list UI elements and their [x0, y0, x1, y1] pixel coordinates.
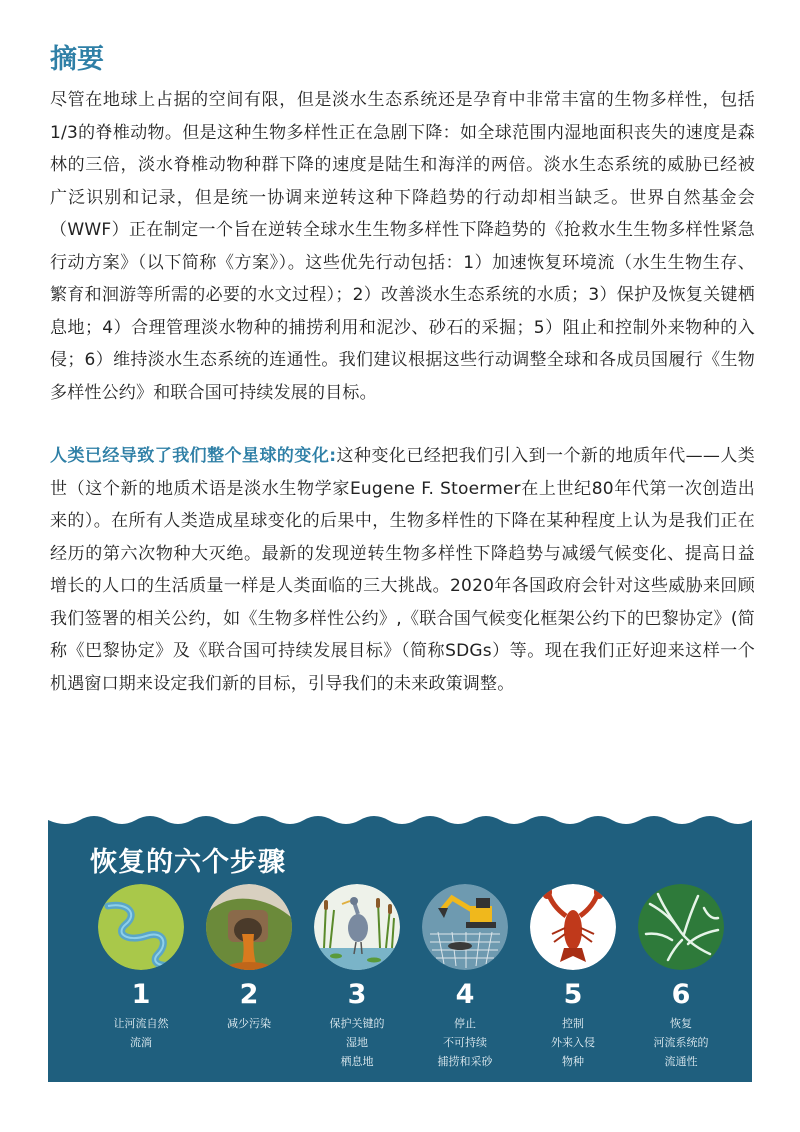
paragraph-lead: 人类已经导致了我们整个星球的变化: [50, 446, 337, 466]
step-caption: 保护关键的 湿地 栖息地 [329, 1017, 385, 1068]
abstract-paragraph: 尽管在地球上占据的空间有限，但是淡水生态系统还是孕育中非常丰富的生物多样性，包括1/3的脊椎动物。但是这种生物多样性正在急剧下降：如全球范围内湿地面积丧失的速度是森林的三倍，淡水脊椎动物种群下降的速度是陆生和海洋的两倍。淡水生态系统的威胁已经被广泛识别和记录，但是统一协调来逆转这种下降趋势的行动却相当缺乏。世界自然基金会（WWF）正在制定一个旨在逆转全球水生生物多样性下降趋势的《抢救水生生物多样性紧急行动方案》（以下简称《方案》）。这些优先行动包括：1）加速恢复环境流（水生生物生存、繁育和洄游等所需的必要的水文过程）；2）改善淡水生态系统的水质；3）保护及恢复关键栖息地；4）合理管理淡水物种的捕捞利用和泥沙、砂石的采掘；5）阻止和控制外来物种的入侵；6）维持淡水生态系统的连通性。我们建议根据这些行动调整全球和各成员国履行《生物多样性公约》和联合国可持续发展的目标。 [50, 90, 755, 403]
step-caption: 恢复 河流系统的 流通性 [653, 1017, 709, 1068]
step-5 [518, 884, 628, 1071]
section-title: 摘要 [50, 44, 104, 75]
step-number: 5 [563, 979, 583, 1010]
river-icon [98, 884, 184, 970]
step-number: 1 [131, 979, 151, 1010]
excavator-fishing-icon [422, 884, 508, 970]
step-1 [86, 884, 196, 1052]
crayfish-icon [530, 884, 616, 970]
step-caption: 让河流自然 流淌 [113, 1017, 169, 1049]
anthropocene-paragraph [50, 440, 755, 700]
paragraph-text: 这种变化已经把我们引入到一个新的地质年代——人类世（这个新的地质术语是淡水生物学家Eugene F. Stoermer在上世纪80年代第一次创造出来的）。在所有人类造成星球变化的后果中，生物多样性的下降在某种程度上认为是我们正在经历的第六次物种大灭绝。最新的发现逆转生物多样性下降趋势与减缓气候变化、提高日益增长的人口的生活质量一样是人类面临的三大挑战。2020年各国政府会针对这些威胁来回顾我们签署的相关公约，如《生物多样性公约》,《联合国气候变化框架公约下的巴黎协定》(简称《巴黎协定》及《联合国可持续发展目标》（简称SDGs）等。现在我们正好迎来这样一个机遇窗口期来设定我们新的目标，引导我们的未来政策调整。 [50, 446, 755, 694]
step-number: 3 [347, 979, 367, 1010]
step-4 [410, 884, 520, 1071]
step-caption: 停止 不可持续 捕捞和采砂 [437, 1017, 493, 1068]
step-6 [626, 884, 736, 1071]
steps-row [86, 884, 726, 1074]
step-3 [302, 884, 412, 1071]
wave-border [48, 814, 752, 834]
heron-wetland-icon [314, 884, 400, 970]
document-page [50, 40, 755, 700]
step-caption: 减少污染 [227, 1017, 271, 1030]
step-number: 6 [671, 979, 691, 1010]
six-steps-banner [48, 814, 752, 1082]
step-caption: 控制 外来入侵 物种 [551, 1017, 595, 1068]
step-number: 2 [239, 979, 259, 1010]
step-2 [194, 884, 304, 1033]
step-number: 4 [455, 979, 475, 1010]
pollution-pipe-icon [206, 884, 292, 970]
banner-title: 恢复的六个步骤 [90, 847, 286, 878]
river-network-icon [638, 884, 724, 970]
